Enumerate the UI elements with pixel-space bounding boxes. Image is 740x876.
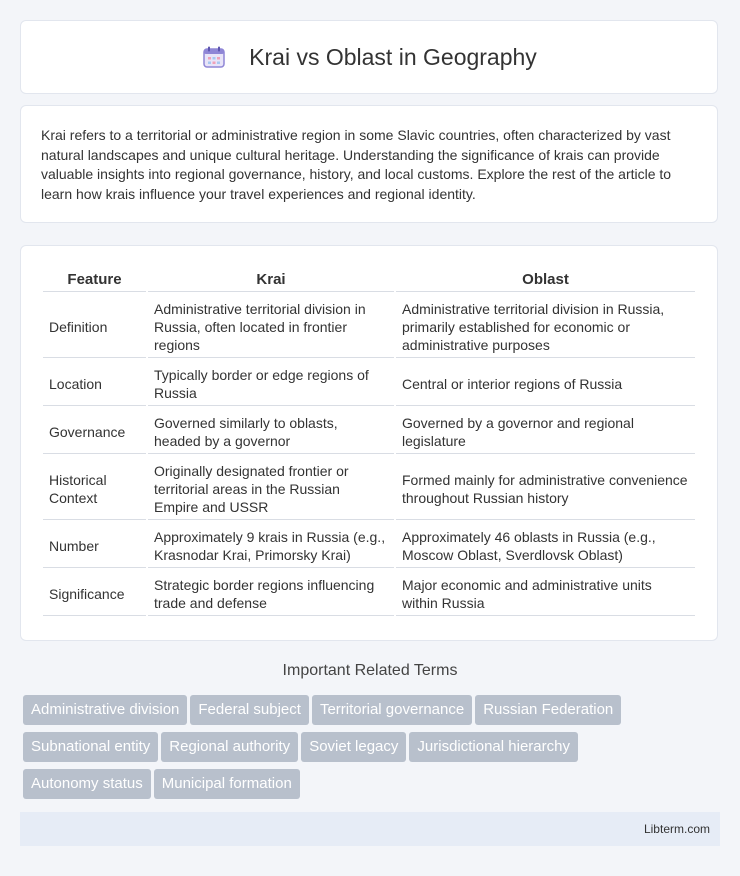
table-row <box>43 522 695 568</box>
comparison-table-card <box>20 245 718 641</box>
related-terms-list <box>23 695 723 806</box>
table-cell-feature: Definition <box>43 294 146 358</box>
related-term-tag[interactable]: Russian Federation <box>475 695 621 725</box>
table-header-row <box>43 268 695 292</box>
table-row <box>43 456 695 520</box>
table-cell-krai: Strategic border regions influencing trade and defense <box>148 570 394 616</box>
column-header-feature: Feature <box>43 268 146 292</box>
page-footer <box>20 812 720 846</box>
related-term-tag[interactable]: Subnational entity <box>23 732 158 762</box>
table-cell-krai: Governed similarly to oblasts, headed by a governor <box>148 408 394 454</box>
intro-card <box>20 105 718 223</box>
table-row <box>43 294 695 358</box>
column-header-oblast: Oblast <box>396 268 695 292</box>
related-term-tag[interactable]: Municipal formation <box>154 769 300 799</box>
related-term-tag[interactable]: Federal subject <box>190 695 309 725</box>
table-cell-oblast: Central or interior regions of Russia <box>396 360 695 406</box>
page-header <box>20 20 718 94</box>
table-cell-krai: Administrative territorial division in Russia, often located in frontier regions <box>148 294 394 358</box>
table-cell-oblast: Major economic and administrative units within Russia <box>396 570 695 616</box>
footer-site-link[interactable]: Libterm.com <box>643 822 710 836</box>
table-cell-feature: Significance <box>43 570 146 616</box>
related-term-tag[interactable]: Soviet legacy <box>301 732 406 762</box>
related-term-tag[interactable]: Autonomy status <box>23 769 151 799</box>
comparison-table <box>41 266 697 618</box>
table-cell-feature: Location <box>43 360 146 406</box>
table-cell-feature: Historical Context <box>43 456 146 520</box>
table-cell-krai: Approximately 9 krais in Russia (e.g., Krasnodar Krai, Primorsky Krai) <box>148 522 394 568</box>
column-header-krai: Krai <box>148 268 394 292</box>
intro-text: Krai refers to a territorial or administrative region in some Slavic countries, often characterized by vast natural landscapes and unique cultural heritage. Understanding the significance of krais can provide valuable insights into regional governance, history, and local customs. Explore the rest of the article to learn how krais influence your travel experiences and regional identity. <box>41 127 672 202</box>
table-cell-oblast: Formed mainly for administrative convenience throughout Russian history <box>396 456 695 520</box>
related-term-tag[interactable]: Territorial governance <box>312 695 472 725</box>
table-cell-oblast: Administrative territorial division in Russia, primarily established for economic or administrative purposes <box>396 294 695 358</box>
table-cell-oblast: Governed by a governor and regional legislature <box>396 408 695 454</box>
related-term-tag[interactable]: Administrative division <box>23 695 187 725</box>
table-cell-feature: Governance <box>43 408 146 454</box>
table-cell-oblast: Approximately 46 oblasts in Russia (e.g., Moscow Oblast, Sverdlovsk Oblast) <box>396 522 695 568</box>
table-cell-krai: Originally designated frontier or territorial areas in the Russian Empire and USSR <box>148 456 394 520</box>
table-row <box>43 570 695 616</box>
table-row <box>43 408 695 454</box>
calendar-icon <box>201 44 227 70</box>
page-title: Krai vs Oblast in Geography <box>249 43 537 70</box>
table-cell-feature: Number <box>43 522 146 568</box>
related-term-tag[interactable]: Jurisdictional hierarchy <box>409 732 578 762</box>
table-row <box>43 360 695 406</box>
table-cell-krai: Typically border or edge regions of Russia <box>148 360 394 406</box>
related-term-tag[interactable]: Regional authority <box>161 732 298 762</box>
related-terms-title: Important Related Terms <box>282 662 458 679</box>
